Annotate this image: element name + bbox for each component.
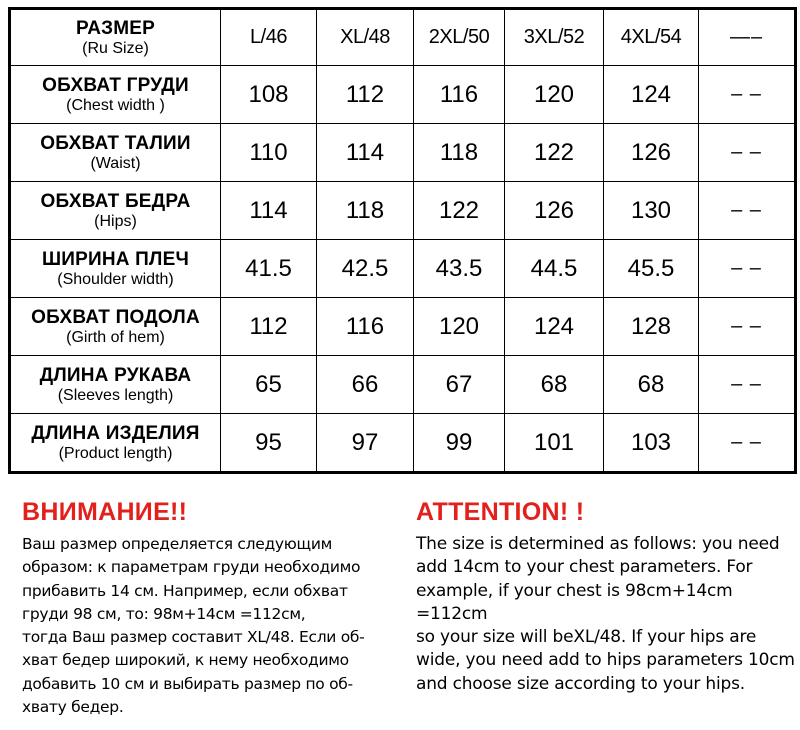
row-label-en: (Chest width ) xyxy=(66,96,165,114)
header-label-ru: РАЗМЕР xyxy=(76,17,155,39)
value-cell: 68 xyxy=(604,356,699,414)
size-header: 3XL/52 xyxy=(505,9,604,66)
notice-english xyxy=(416,495,800,696)
notice-russian xyxy=(22,495,407,719)
row-label-en: (Sleeves length) xyxy=(57,386,174,404)
value-cell: 44.5 xyxy=(505,240,604,298)
row-label-cell xyxy=(10,182,221,240)
value-cell: 122 xyxy=(414,182,505,240)
row-label-en: (Shoulder width) xyxy=(57,270,174,288)
size-header-empty: —– xyxy=(699,9,796,66)
table-row-length xyxy=(10,414,796,473)
notice-line: example, if your chest is 98cm+14cm =112cm xyxy=(416,580,733,624)
value-cell: 118 xyxy=(414,124,505,182)
header-label-en: (Ru Size) xyxy=(82,39,149,57)
value-cell: 41.5 xyxy=(221,240,317,298)
table-row-shoulder xyxy=(10,240,796,298)
notice-line: хват бедер широкий, к нему необходимо xyxy=(22,651,349,670)
value-cell: 130 xyxy=(604,182,699,240)
table-row-chest xyxy=(10,66,796,124)
row-label-ru: ОБХВАТ ПОДОЛА xyxy=(31,306,200,328)
notice-line: so your size will beXL/48. If your hips are xyxy=(416,627,757,648)
value-cell: 116 xyxy=(414,66,505,124)
notice-line: хвату бедер. xyxy=(22,698,124,717)
value-cell: 114 xyxy=(221,182,317,240)
row-label-ru: ОБХВАТ ТАЛИИ xyxy=(40,132,191,154)
notice-line: образом: к параметрам груди необходимо xyxy=(22,558,361,577)
value-cell: 126 xyxy=(505,182,604,240)
notice-line: wide, you need add to hips parameters 10cm xyxy=(416,650,795,671)
empty-value-cell: – – xyxy=(699,124,796,182)
row-label-cell xyxy=(10,298,221,356)
table-header-row xyxy=(10,9,796,66)
header-label-cell xyxy=(10,9,221,66)
value-cell: 124 xyxy=(505,298,604,356)
value-cell: 122 xyxy=(505,124,604,182)
value-cell: 42.5 xyxy=(317,240,414,298)
table-row-hips xyxy=(10,182,796,240)
value-cell: 124 xyxy=(604,66,699,124)
table-row-sleeve xyxy=(10,356,796,414)
notice-line: The size is determined as follows: you need xyxy=(416,534,780,554)
empty-value-cell: – – xyxy=(699,240,796,298)
empty-value-cell: – – xyxy=(699,66,796,124)
empty-value-cell: – – xyxy=(699,298,796,356)
notice-line: тогда Ваш размер составит XL/48. Если об- xyxy=(22,628,365,647)
row-label-en: (Product length) xyxy=(58,444,173,462)
row-label-ru: ШИРИНА ПЛЕЧ xyxy=(41,248,189,270)
empty-value-cell: – – xyxy=(699,182,796,240)
row-label-ru: ОБХВАТ ГРУДИ xyxy=(42,74,189,96)
value-cell: 118 xyxy=(317,182,414,240)
row-label-en: (Girth of hem) xyxy=(66,328,165,346)
empty-value-cell: – – xyxy=(699,414,796,473)
notice-body-en xyxy=(416,533,800,696)
notice-line: груди 98 см, то: 98м+14см =112см, xyxy=(22,604,306,623)
value-cell: 120 xyxy=(505,66,604,124)
empty-value-cell: – – xyxy=(699,356,796,414)
value-cell: 108 xyxy=(221,66,317,124)
value-cell: 66 xyxy=(317,356,414,414)
value-cell: 45.5 xyxy=(604,240,699,298)
value-cell: 65 xyxy=(221,356,317,414)
value-cell: 43.5 xyxy=(414,240,505,298)
size-header: 4XL/54 xyxy=(604,9,699,66)
notice-line: Ваш размер определяется следующим xyxy=(22,535,332,553)
notice-body-ru xyxy=(22,533,407,719)
size-header: XL/48 xyxy=(317,9,414,66)
value-cell: 68 xyxy=(505,356,604,414)
row-label-ru: ОБХВАТ БЕДРА xyxy=(40,190,191,212)
value-cell: 103 xyxy=(604,414,699,473)
row-label-cell xyxy=(10,240,221,298)
notice-line: and choose size according to your hips. xyxy=(416,673,745,694)
row-label-ru: ДЛИНА РУКАВА xyxy=(39,364,192,386)
table-row-hem xyxy=(10,298,796,356)
row-label-cell xyxy=(10,356,221,414)
value-cell: 97 xyxy=(317,414,414,473)
row-label-ru: ДЛИНА ИЗДЕЛИЯ xyxy=(31,422,200,444)
value-cell: 116 xyxy=(317,298,414,356)
row-label-cell xyxy=(10,414,221,473)
row-label-cell xyxy=(10,66,221,124)
row-label-en: (Waist) xyxy=(90,154,141,172)
value-cell: 126 xyxy=(604,124,699,182)
value-cell: 114 xyxy=(317,124,414,182)
notice-title-en: ATTENTION! ! xyxy=(416,498,585,526)
row-label-cell xyxy=(10,124,221,182)
notice-line: прибавить 14 см. Например, если обхват xyxy=(22,581,348,600)
value-cell: 112 xyxy=(317,66,414,124)
value-cell: 95 xyxy=(221,414,317,473)
value-cell: 110 xyxy=(221,124,317,182)
size-header: L/46 xyxy=(221,9,317,66)
notice-title-ru: ВНИМАНИЕ!! xyxy=(22,498,188,526)
value-cell: 112 xyxy=(221,298,317,356)
notice-line: add 14cm to your chest parameters. For xyxy=(416,557,753,578)
value-cell: 120 xyxy=(414,298,505,356)
value-cell: 128 xyxy=(604,298,699,356)
row-label-en: (Hips) xyxy=(94,212,137,230)
value-cell: 101 xyxy=(505,414,604,473)
size-header: 2XL/50 xyxy=(414,9,505,66)
notice-line: добавить 10 см и выбирать размер по об- xyxy=(22,674,353,693)
value-cell: 99 xyxy=(414,414,505,473)
size-chart-table xyxy=(8,7,797,474)
table-row-waist xyxy=(10,124,796,182)
value-cell: 67 xyxy=(414,356,505,414)
